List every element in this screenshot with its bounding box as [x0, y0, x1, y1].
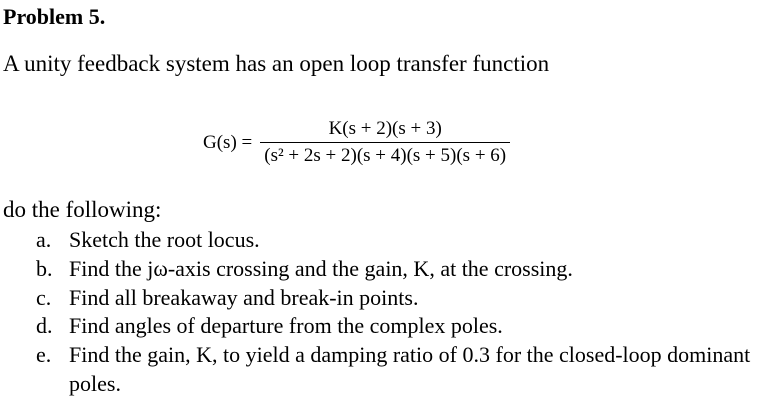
- task-text: Find the jω-axis crossing and the gain, K, at the crossing.: [69, 255, 573, 281]
- equation-lhs: G(s) =: [203, 131, 253, 153]
- task-marker: b.: [36, 255, 53, 281]
- task-text: Find the gain, K, to yield a damping ratio of 0.3 for the closed-loop dominant poles.: [69, 342, 751, 396]
- transfer-function-equation: [203, 118, 510, 167]
- task-item-b: [36, 255, 759, 284]
- task-marker: c.: [36, 284, 52, 310]
- instruction-text: do the following:: [3, 197, 162, 222]
- task-text: Sketch the root locus.: [69, 227, 260, 252]
- equation-denominator: (s² + 2s + 2)(s + 4)(s + 5)(s + 6): [260, 142, 510, 167]
- problem-title: Problem 5.: [3, 4, 106, 29]
- problem-intro: A unity feedback system has an open loop transfer function: [3, 51, 550, 76]
- equation-fraction: [260, 118, 510, 167]
- task-list: [36, 226, 759, 399]
- task-item-d: [36, 312, 759, 341]
- task-item-c: [36, 284, 759, 313]
- task-item-e: [36, 341, 759, 399]
- task-marker: d.: [36, 313, 53, 339]
- task-text: Find angles of departure from the complex poles.: [69, 313, 503, 339]
- task-marker: a.: [36, 227, 52, 252]
- task-marker: e.: [36, 342, 52, 368]
- task-text: Find all breakaway and break-in points.: [69, 284, 419, 310]
- equation-numerator: K(s + 2)(s + 3): [328, 118, 442, 139]
- task-item-a: [36, 226, 759, 255]
